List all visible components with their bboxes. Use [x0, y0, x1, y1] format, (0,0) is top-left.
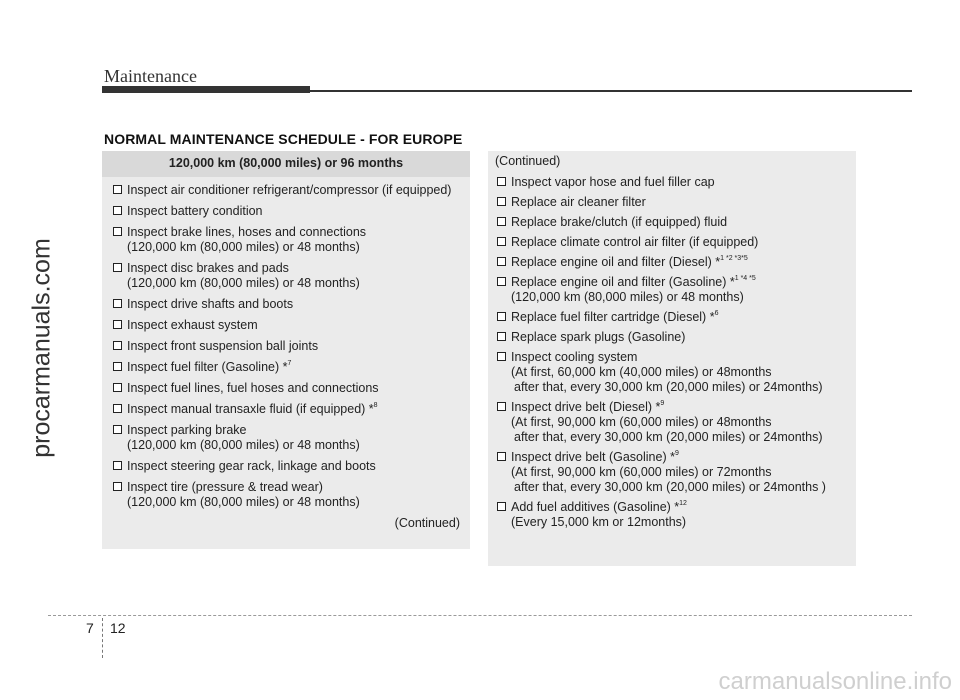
item-text: Inspect drive belt (Gasoline) * — [511, 450, 675, 464]
item-interval-followup: after that, every 30,000 km (20,000 miles) or 24months) — [514, 430, 823, 444]
item-text: Replace engine oil and filter (Gasoline) * — [511, 275, 735, 289]
footnote-ref: 1 *4 *5 — [734, 275, 756, 282]
item-text: Add fuel additives (Gasoline) * — [511, 500, 680, 514]
footnote-ref: 9 — [674, 450, 679, 457]
list-item — [494, 255, 850, 270]
item-interval: (120,000 km (80,000 miles) or 48 months) — [511, 290, 744, 304]
item-interval: (At first, 60,000 km (40,000 miles) or 48months — [511, 365, 772, 379]
list-item — [110, 459, 464, 474]
right-item-list — [488, 151, 856, 530]
checkbox-icon — [113, 461, 122, 470]
item-text: Inspect parking brake — [127, 423, 247, 437]
list-item — [110, 402, 464, 417]
item-text: Inspect exhaust system — [127, 318, 258, 332]
footnote-ref: 6 — [714, 310, 719, 317]
left-schedule-box — [102, 151, 470, 549]
list-item — [494, 275, 850, 305]
item-text: Inspect steering gear rack, linkage and boots — [127, 459, 376, 473]
list-item — [110, 360, 464, 375]
continued-label: (Continued) — [394, 516, 460, 530]
list-item — [494, 330, 850, 345]
list-item — [494, 500, 850, 530]
checkbox-icon — [497, 237, 506, 246]
item-text: Replace spark plugs (Gasoline) — [511, 330, 686, 344]
list-item — [494, 310, 850, 325]
continued-label: (Continued) — [495, 154, 561, 168]
checkbox-icon — [497, 502, 506, 511]
list-item — [110, 480, 464, 510]
list-item — [494, 235, 850, 250]
header-bar-accent — [102, 86, 310, 93]
checkbox-icon — [113, 341, 122, 350]
item-text: Inspect cooling system — [511, 350, 638, 364]
side-watermark — [22, 148, 62, 548]
header-rule — [310, 90, 912, 92]
list-item — [494, 175, 850, 190]
section-title: Maintenance — [104, 66, 197, 86]
footer-divider — [102, 618, 103, 658]
checkbox-icon — [497, 332, 506, 341]
item-interval: (At first, 90,000 km (60,000 miles) or 48months — [511, 415, 772, 429]
item-interval-followup: after that, every 30,000 km (20,000 miles) or 24months) — [514, 380, 823, 394]
item-text: Inspect drive shafts and boots — [127, 297, 294, 311]
checkbox-icon — [497, 352, 506, 361]
item-text: Inspect air conditioner refrigerant/compressor (if equipped) — [127, 183, 452, 197]
footnote-ref: 7 — [287, 360, 292, 367]
checkbox-icon — [113, 425, 122, 434]
left-item-list — [102, 177, 470, 530]
footnote-ref: 1 *2 *3*5 — [720, 255, 748, 262]
item-text: Inspect battery condition — [127, 204, 263, 218]
checkbox-icon — [497, 452, 506, 461]
checkbox-icon — [497, 277, 506, 286]
list-item — [110, 225, 464, 255]
item-text: Replace fuel filter cartridge (Diesel) * — [511, 310, 715, 324]
item-interval-followup: after that, every 30,000 km (20,000 miles) or 24months ) — [514, 480, 826, 494]
list-item — [110, 183, 464, 198]
checkbox-icon — [497, 177, 506, 186]
item-interval: (120,000 km (80,000 miles) or 48 months) — [127, 240, 360, 254]
item-text: Inspect disc brakes and pads — [127, 261, 289, 275]
checkbox-icon — [497, 217, 506, 226]
bottom-watermark: carmanualsonline.info — [718, 668, 952, 695]
checkbox-icon — [497, 257, 506, 266]
chapter-number: 7 — [86, 620, 94, 636]
item-interval: (120,000 km (80,000 miles) or 48 months) — [127, 438, 360, 452]
item-text: Replace brake/clutch (if equipped) fluid — [511, 215, 728, 229]
list-item — [494, 195, 850, 210]
list-item — [110, 423, 464, 453]
list-item — [494, 350, 850, 395]
checkbox-icon — [113, 404, 122, 413]
list-item — [494, 215, 850, 230]
item-interval: (120,000 km (80,000 miles) or 48 months) — [127, 495, 360, 509]
list-item — [110, 381, 464, 396]
footnote-ref: 9 — [660, 400, 665, 407]
list-item — [110, 297, 464, 312]
interval-header: 120,000 km (80,000 miles) or 96 months — [102, 151, 470, 177]
checkbox-icon — [113, 362, 122, 371]
item-interval: (Every 15,000 km or 12months) — [511, 515, 687, 529]
footnote-ref: 8 — [373, 402, 378, 409]
footnote-ref: 12 — [679, 500, 687, 507]
side-watermark-text: procarmanuals.com — [27, 238, 56, 458]
schedule-title: NORMAL MAINTENANCE SCHEDULE - FOR EUROPE — [104, 131, 463, 147]
checkbox-icon — [113, 227, 122, 236]
footer-rule — [48, 615, 912, 616]
checkbox-icon — [113, 185, 122, 194]
item-text: Inspect manual transaxle fluid (if equipped) * — [127, 402, 374, 416]
item-text: Inspect front suspension ball joints — [127, 339, 319, 353]
item-interval: (At first, 90,000 km (60,000 miles) or 72months — [511, 465, 772, 479]
checkbox-icon — [113, 383, 122, 392]
checkbox-icon — [497, 312, 506, 321]
page-number: 12 — [110, 620, 126, 636]
list-item — [110, 204, 464, 219]
list-item — [494, 450, 850, 495]
item-text: Inspect tire (pressure & tread wear) — [127, 480, 323, 494]
list-item — [110, 261, 464, 291]
checkbox-icon — [497, 197, 506, 206]
item-text: Inspect drive belt (Diesel) * — [511, 400, 661, 414]
list-item — [494, 400, 850, 445]
checkbox-icon — [113, 206, 122, 215]
right-schedule-box — [488, 151, 856, 566]
checkbox-icon — [113, 482, 122, 491]
checkbox-icon — [113, 320, 122, 329]
item-text: Inspect fuel filter (Gasoline) * — [127, 360, 288, 374]
item-text: Replace engine oil and filter (Diesel) * — [511, 255, 721, 269]
checkbox-icon — [113, 299, 122, 308]
item-text: Replace climate control air filter (if equipped) — [511, 235, 759, 249]
list-item — [110, 339, 464, 354]
item-interval: (120,000 km (80,000 miles) or 48 months) — [127, 276, 360, 290]
item-text: Replace air cleaner filter — [511, 195, 646, 209]
list-item — [110, 318, 464, 333]
item-text: Inspect fuel lines, fuel hoses and connections — [127, 381, 379, 395]
item-text: Inspect vapor hose and fuel filler cap — [511, 175, 715, 189]
item-text: Inspect brake lines, hoses and connections — [127, 225, 367, 239]
checkbox-icon — [497, 402, 506, 411]
checkbox-icon — [113, 263, 122, 272]
